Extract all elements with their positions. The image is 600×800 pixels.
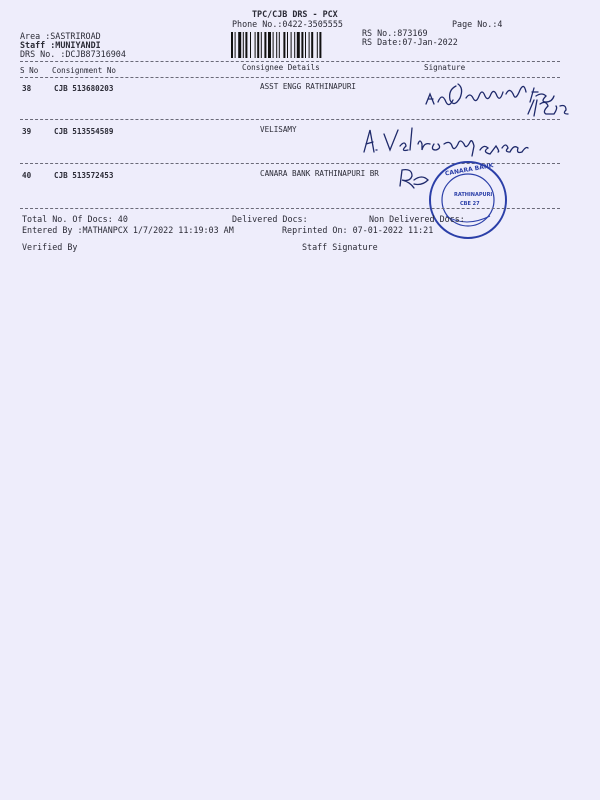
- barcode: [231, 32, 357, 58]
- page-number: Page No.:4: [452, 19, 503, 29]
- row-consignment: CJB 513554589: [54, 127, 114, 136]
- row-consignment: CJB 513572453: [54, 171, 114, 180]
- phone-number: Phone No.:0422-3505555: [232, 19, 343, 29]
- divider: [20, 208, 560, 209]
- svg-text:CBE 27: CBE 27: [460, 201, 480, 207]
- row-sno: 38: [22, 84, 32, 93]
- column-header-consignment: Consignment No: [52, 66, 117, 75]
- delivered-docs: Delivered Docs:: [232, 214, 308, 224]
- svg-text:CANARA BANK: CANARA BANK: [444, 162, 494, 178]
- row-consignee: CANARA BANK RATHINAPURI BR: [260, 169, 379, 178]
- divider: [20, 61, 560, 62]
- non-delivered-docs: Non Delivered Docs:: [369, 214, 465, 224]
- handwritten-signature-row-39: [360, 120, 560, 162]
- document-title: TPC/CJB DRS - PCX: [252, 9, 338, 19]
- total-docs: Total No. Of Docs: 40: [22, 214, 128, 224]
- rs-date: RS Date:07-Jan-2022: [362, 37, 458, 47]
- row-consignment: CJB 513680203: [54, 84, 114, 93]
- row-sno: 40: [22, 171, 32, 180]
- bank-stamp: [426, 158, 510, 242]
- reprinted-on: Reprinted On: 07-01-2022 11:21: [282, 225, 434, 235]
- column-header-signature: Signature: [424, 63, 466, 72]
- svg-text:RATHINAPURI: RATHINAPURI: [454, 192, 493, 198]
- drs-number: DRS No. :DCJB87316904: [20, 49, 126, 59]
- verified-by-label: Verified By: [22, 242, 78, 252]
- column-header-sno: S No: [20, 66, 39, 75]
- column-header-consignee: Consignee Details: [242, 63, 320, 72]
- staff-signature-label: Staff Signature: [302, 242, 378, 252]
- entered-by: Entered By :MATHANPCX 1/7/2022 11:19:03 AM: [22, 225, 234, 235]
- row-consignee: VELISAMY: [260, 125, 297, 134]
- handwritten-signature-row-38: [420, 72, 580, 122]
- row-consignee: ASST ENGG RATHINAPURI: [260, 82, 357, 91]
- row-sno: 39: [22, 127, 32, 136]
- area-field: Area :SASTRIROAD: [20, 31, 101, 41]
- rs-number: RS No.:873169: [362, 28, 428, 38]
- staff-field: Staff :MUNIYANDI: [20, 40, 101, 50]
